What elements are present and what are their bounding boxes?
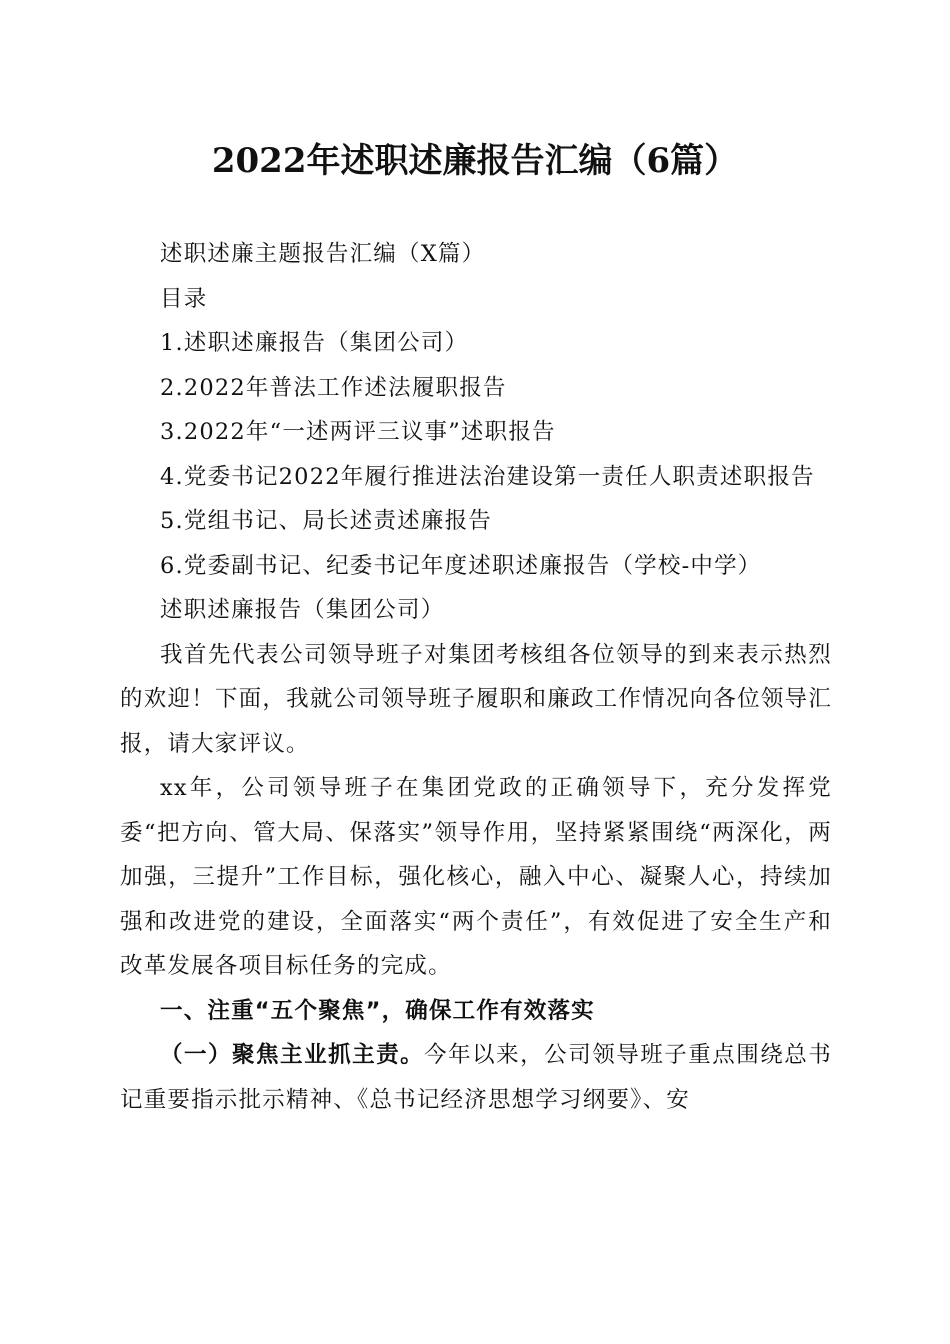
document-body xyxy=(120,232,832,1122)
subsection-paragraph xyxy=(120,1033,832,1122)
paragraph-intro: 我首先代表公司领导班子对集团考核组各位领导的到来表示热烈的欢迎！下面，我就公司领导班子履职和廉政工作情况向各位领导汇报，请大家评议。 xyxy=(120,641,832,757)
compilation-subtitle: 述职述廉主题报告汇编（X篇） xyxy=(160,241,486,267)
article-title: 述职述廉报告（集团公司） xyxy=(160,597,445,623)
toc-item-5: 5.党组书记、局长述责述廉报告 xyxy=(160,508,492,534)
toc-item-4: 4.党委书记2022年履行推进法治建设第一责任人职责述职报告 xyxy=(160,463,815,490)
toc-label: 目录 xyxy=(160,285,208,312)
paragraph-summary: xx年，公司领导班子在集团党政的正确领导下，充分发挥党委“把方向、管大局、保落实”领导作用，坚持紧紧围绕“两深化，两加强，三提升”工作目标，强化核心，融入中心、凝聚人心，持续加强和改进党的建设，全面落实“两个责任”，有效促进了安全生产和改革发展各项目标任务的完成。 xyxy=(120,775,832,979)
toc-item-6: 6.党委副书记、纪委书记年度述职述廉报告（学校-中学） xyxy=(160,552,762,579)
document-title: 2022年述职述廉报告汇编（6篇） xyxy=(211,141,739,181)
subsection-lead: （一）聚焦主业抓主责。 xyxy=(160,1042,425,1068)
toc-item-1: 1.述职述廉报告（集团公司） xyxy=(160,330,469,356)
toc-item-3: 3.2022年“一述两评三议事”述职报告 xyxy=(160,419,556,445)
toc-item-2: 2.2022年普法工作述法履职报告 xyxy=(160,374,507,401)
subsection-text: 今年以来，公司领导班子重点围绕总书记重要指示批示精神、《总书记经济思想学习纲要》、安 xyxy=(120,1042,832,1113)
section-heading: 一、注重“五个聚焦”，确保工作有效落实 xyxy=(160,997,595,1024)
